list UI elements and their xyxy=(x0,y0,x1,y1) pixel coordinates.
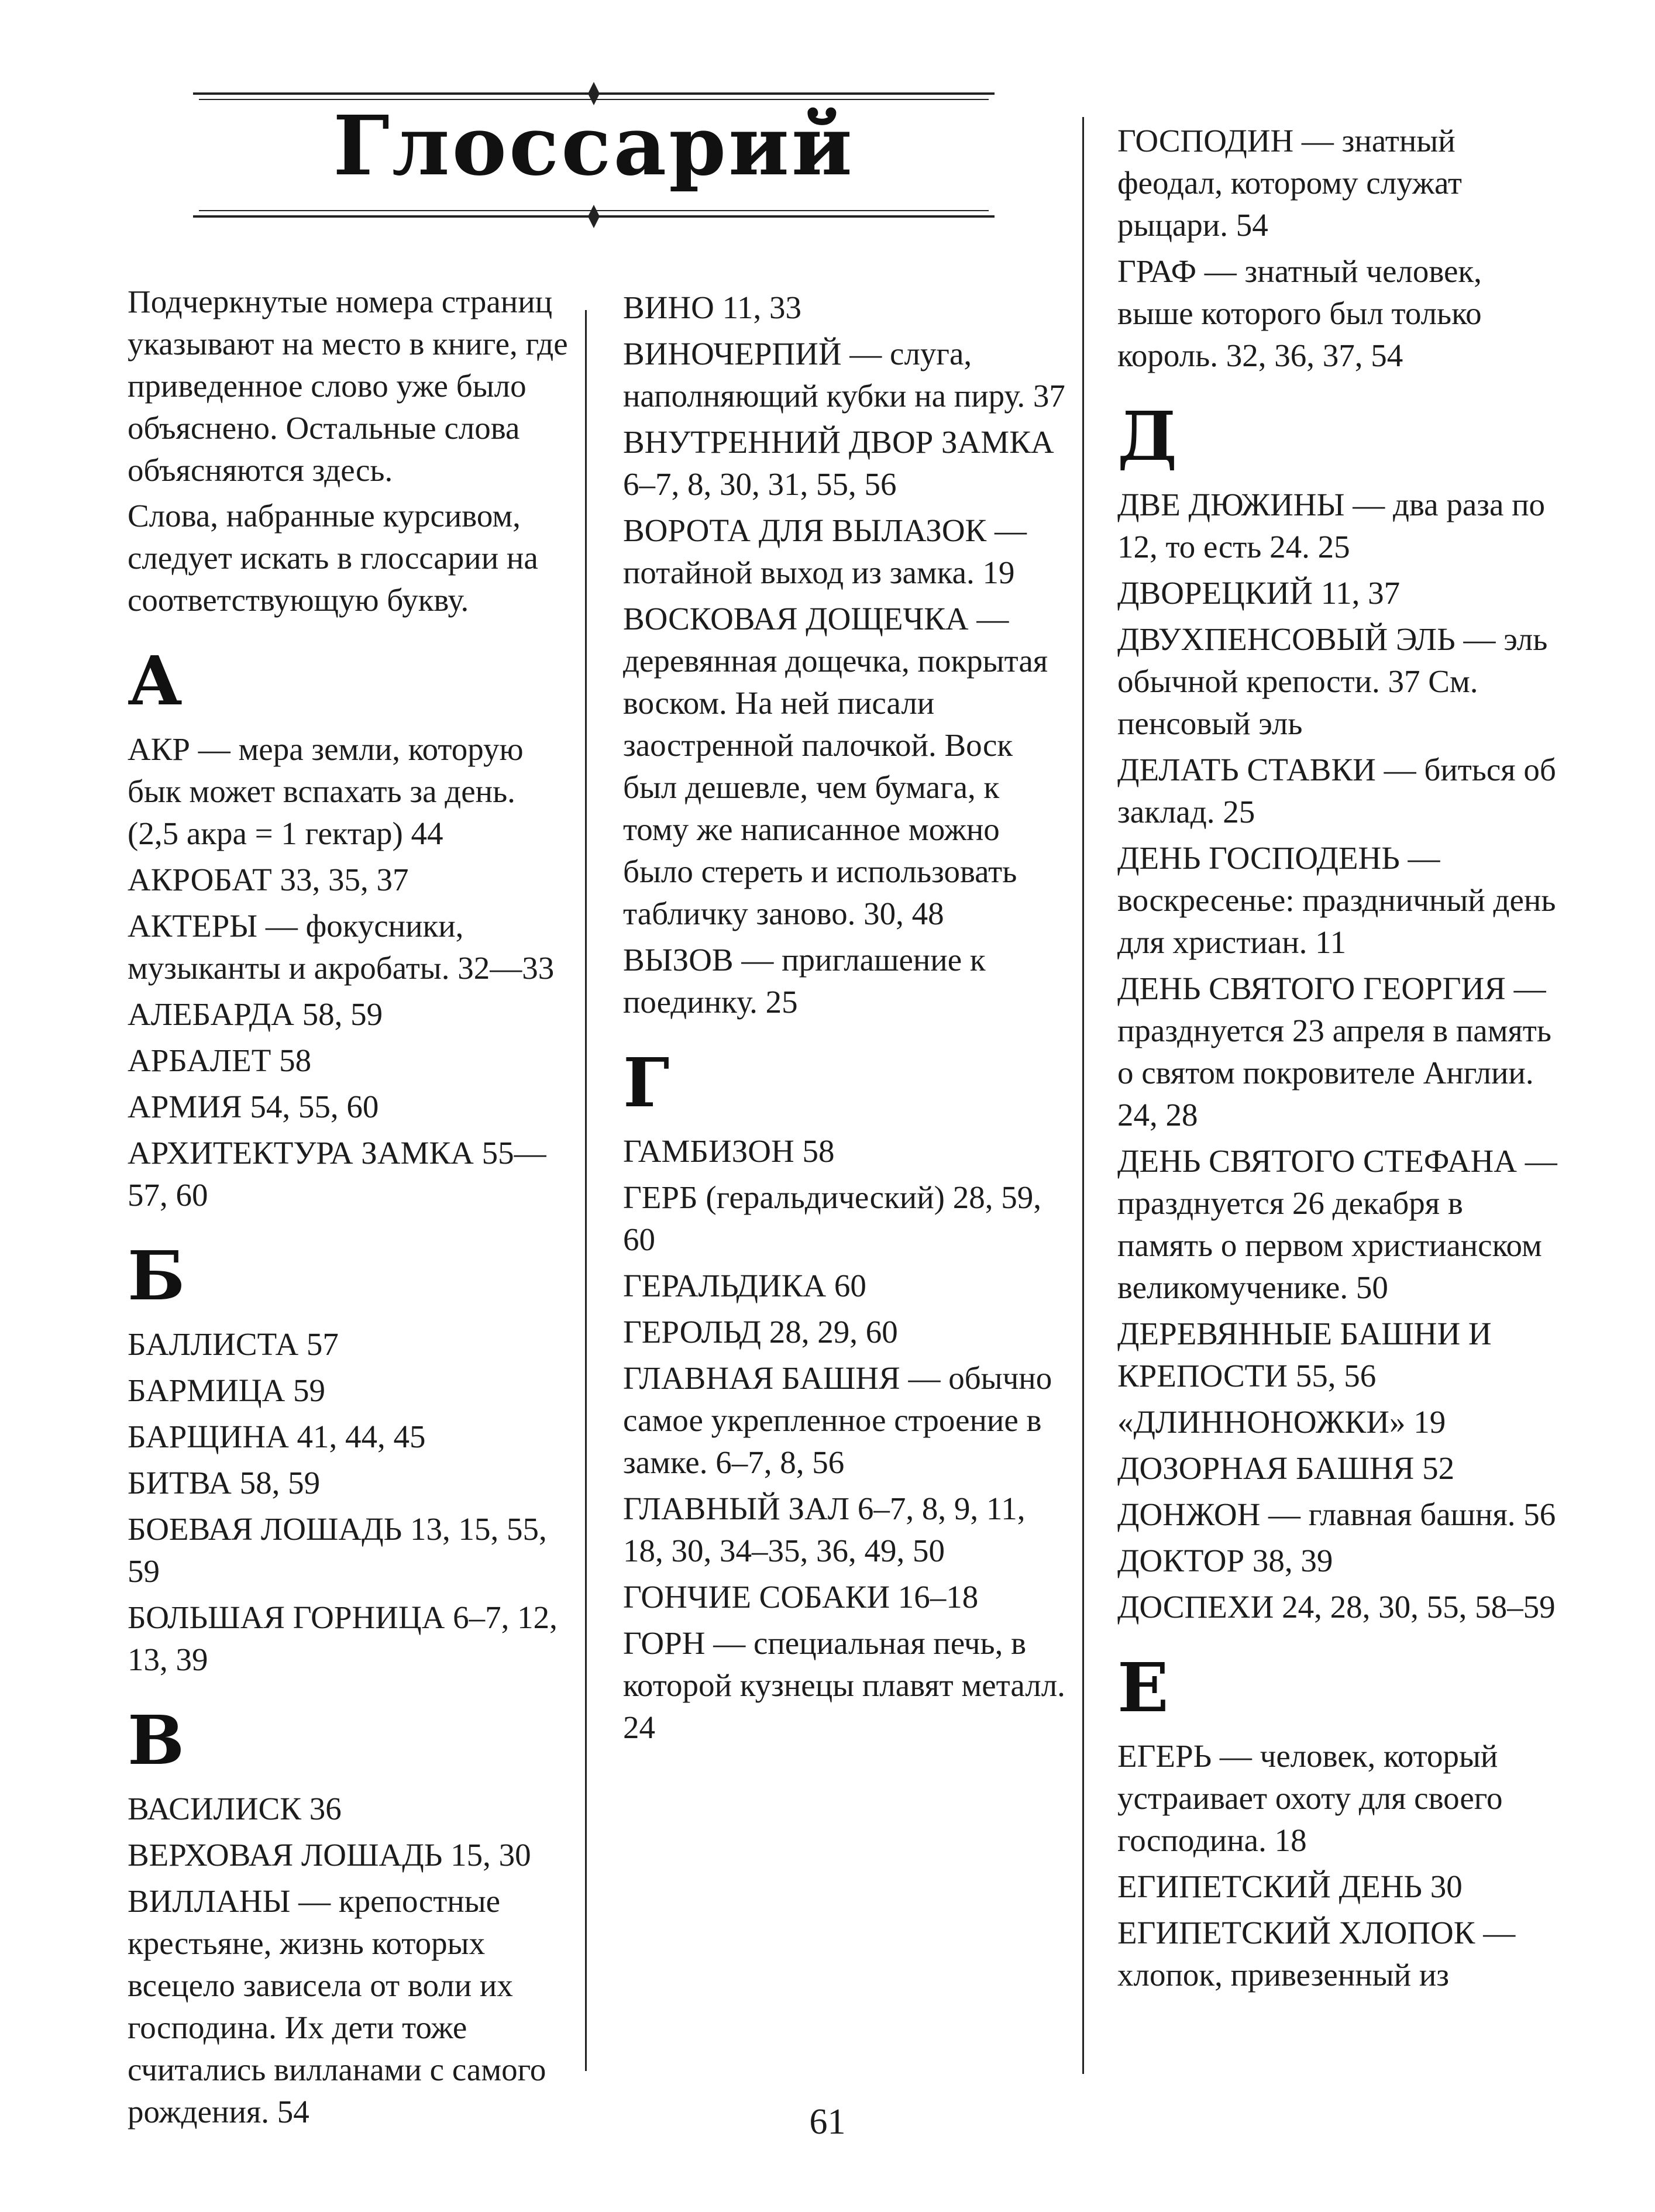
page-title: Глоссарий xyxy=(333,98,855,194)
column-divider-left xyxy=(585,310,587,2071)
glossary-entry: АРХИТЕКТУРА ЗАМКА 55—57, 60 xyxy=(128,1135,546,1213)
glossary-entry: ГОСПОДИН — знатный феодал, которому служат рыцари. 54 xyxy=(1117,123,1462,243)
glossary-entry: ЕГИПЕТСКИЙ ДЕНЬ 30 xyxy=(1117,1869,1463,1904)
glossary-entry: ДОСПЕХИ 24, 28, 30, 55, 58–59 xyxy=(1117,1589,1556,1625)
title-banner xyxy=(193,76,995,228)
glossary-entry: АЛЕБАРДА 58, 59 xyxy=(128,996,383,1032)
glossary-entry: АКР — мера земли, которую бык может вспахать за день. (2,5 акра = 1 гектар) 44 xyxy=(128,731,524,851)
glossary-entry: ВОСКОВАЯ ДОЩЕЧКА — деревянная дощечка, покрытая воском. На ней писали заостренной палочкой. Воск был дешевле, чем бумага, к тому же написанное можно было стереть и использовать табличку заново. 30, 48 xyxy=(623,601,1048,931)
glossary-entry: ВАСИЛИСК 36 xyxy=(128,1791,342,1826)
glossary-entry: ГОНЧИЕ СОБАКИ 16–18 xyxy=(623,1579,979,1615)
glossary-entry: ГЛАВНАЯ БАШНЯ — обычно самое укрепленное строение в замке. 6–7, 8, 56 xyxy=(623,1360,1052,1480)
glossary-entry: БОЕВАЯ ЛОШАДЬ 13, 15, 55, 59 xyxy=(128,1511,547,1589)
glossary-entry: ВОРОТА ДЛЯ ВЫЛАЗОК — потайной выход из замка. 19 xyxy=(623,512,1027,590)
intro-paragraph: Подчеркнутые номера страниц указывают на место в книге, где приведенное слово уже было объяснено. Остальные слова объясняются здесь. xyxy=(128,284,568,488)
glossary-entry: ДЕРЕВЯННЫЕ БАШНИ И КРЕПОСТИ 55, 56 xyxy=(1117,1316,1492,1394)
glossary-entry: ДЕНЬ ГОСПОДЕНЬ — воскресенье: праздничный день для христиан. 11 xyxy=(1117,840,1556,960)
glossary-entry: БОЛЬШАЯ ГОРНИЦА 6–7, 12, 13, 39 xyxy=(128,1599,558,1677)
glossary-entry: БАРЩИНА 41, 44, 45 xyxy=(128,1419,426,1454)
glossary-entry: БАРМИЦА 59 xyxy=(128,1372,325,1408)
section-letter-b: Б xyxy=(128,1237,185,1316)
glossary-entry: ДВОРЕЦКИЙ 11, 37 xyxy=(1117,575,1401,611)
column-divider-right xyxy=(1082,117,1084,2074)
glossary-entry: ЕГИПЕТСКИЙ ХЛОПОК — хлопок, привезенный из xyxy=(1117,1915,1516,1993)
glossary-entry: ДОКТОР 38, 39 xyxy=(1117,1543,1333,1578)
glossary-entry: ДОЗОРНАЯ БАШНЯ 52 xyxy=(1117,1450,1455,1486)
column-1 xyxy=(128,281,572,2137)
glossary-entry: АРБАЛЕТ 58 xyxy=(128,1043,312,1078)
glossary-entry: ВИНОЧЕРПИЙ — слуга, наполняющий кубки на пиру. 37 xyxy=(623,336,1065,414)
glossary-entry: ДЕНЬ СВЯТОГО СТЕФАНА — празднуется 26 декабря в память о первом христианском великомученике. 50 xyxy=(1117,1143,1557,1305)
glossary-entry: ЕГЕРЬ — человек, который устраивает охоту для своего господина. 18 xyxy=(1117,1738,1503,1858)
glossary-entry: ГЕРБ (геральдический) 28, 59, 60 xyxy=(623,1179,1041,1257)
glossary-entry: ГРАФ — знатный человек, выше которого был только король. 32, 36, 37, 54 xyxy=(1117,253,1482,373)
glossary-entry: ВЫЗОВ — приглашение к поединку. 25 xyxy=(623,942,986,1020)
glossary-entry: АКРОБАТ 33, 35, 37 xyxy=(128,862,409,897)
page-number: 61 xyxy=(809,2102,846,2142)
glossary-entry: ГЕРОЛЬД 28, 29, 60 xyxy=(623,1314,898,1350)
glossary-entry: ГОРН — специальная печь, в которой кузнецы плавят металл. 24 xyxy=(623,1625,1065,1745)
glossary-entry: ВНУТРЕННИЙ ДВОР ЗАМКА 6–7, 8, 30, 31, 55, 56 xyxy=(623,424,1054,502)
glossary-entry: ВЕРХОВАЯ ЛОШАДЬ 15, 30 xyxy=(128,1837,531,1873)
section-letter-g: Г xyxy=(623,1044,670,1123)
section-letter-v: В xyxy=(128,1701,185,1780)
column-3 xyxy=(1117,120,1562,2000)
column-2 xyxy=(623,287,1068,1753)
glossary-entry: ДЕНЬ СВЯТОГО ГЕОРГИЯ — празднуется 23 апреля в память о святом покровителе Англии. 24, 28 xyxy=(1117,971,1551,1133)
glossary-entry: ГЕРАЛЬДИКА 60 xyxy=(623,1268,866,1303)
glossary-entry: ГЛАВНЫЙ ЗАЛ 6–7, 8, 9, 11, 18, 30, 34–35, 36, 49, 50 xyxy=(623,1491,1026,1568)
glossary-entry: ВИНО 11, 33 xyxy=(623,290,802,325)
glossary-entry: БАЛЛИСТА 57 xyxy=(128,1326,339,1362)
glossary-entry: ГАМБИЗОН 58 xyxy=(623,1133,835,1169)
section-letter-a: А xyxy=(128,642,183,721)
section-letter-d: Д xyxy=(1117,397,1178,476)
glossary-entry: БИТВА 58, 59 xyxy=(128,1465,321,1501)
glossary-entry: «ДЛИННОНОЖКИ» 19 xyxy=(1117,1404,1446,1440)
glossary-entry: ДВЕ ДЮЖИНЫ — два раза по 12, то есть 24. 25 xyxy=(1117,487,1546,565)
glossary-entry: ДВУХПЕНСОВЫЙ ЭЛЬ — эль обычной крепости. 37 См. пенсовый эль xyxy=(1117,621,1548,741)
intro-paragraph: Слова, набранные курсивом, следует искать в глоссарии на соответствующую букву. xyxy=(128,498,538,618)
glossary-entry: ДЕЛАТЬ СТАВКИ — биться об заклад. 25 xyxy=(1117,752,1556,830)
glossary-entry: АКТЕРЫ — фокусники, музыканты и акробаты. 32—33 xyxy=(128,908,555,986)
section-letter-e: Е xyxy=(1117,1649,1169,1728)
glossary-entry: ДОНЖОН — главная башня. 56 xyxy=(1117,1497,1556,1532)
glossary-entry: АРМИЯ 54, 55, 60 xyxy=(128,1089,379,1124)
glossary-entry: ВИЛЛАНЫ — крепостные крестьяне, жизнь которых всецело зависела от воли их господина. Их дети тоже считались вилланами с самого рождения. 54 xyxy=(128,1883,546,2130)
